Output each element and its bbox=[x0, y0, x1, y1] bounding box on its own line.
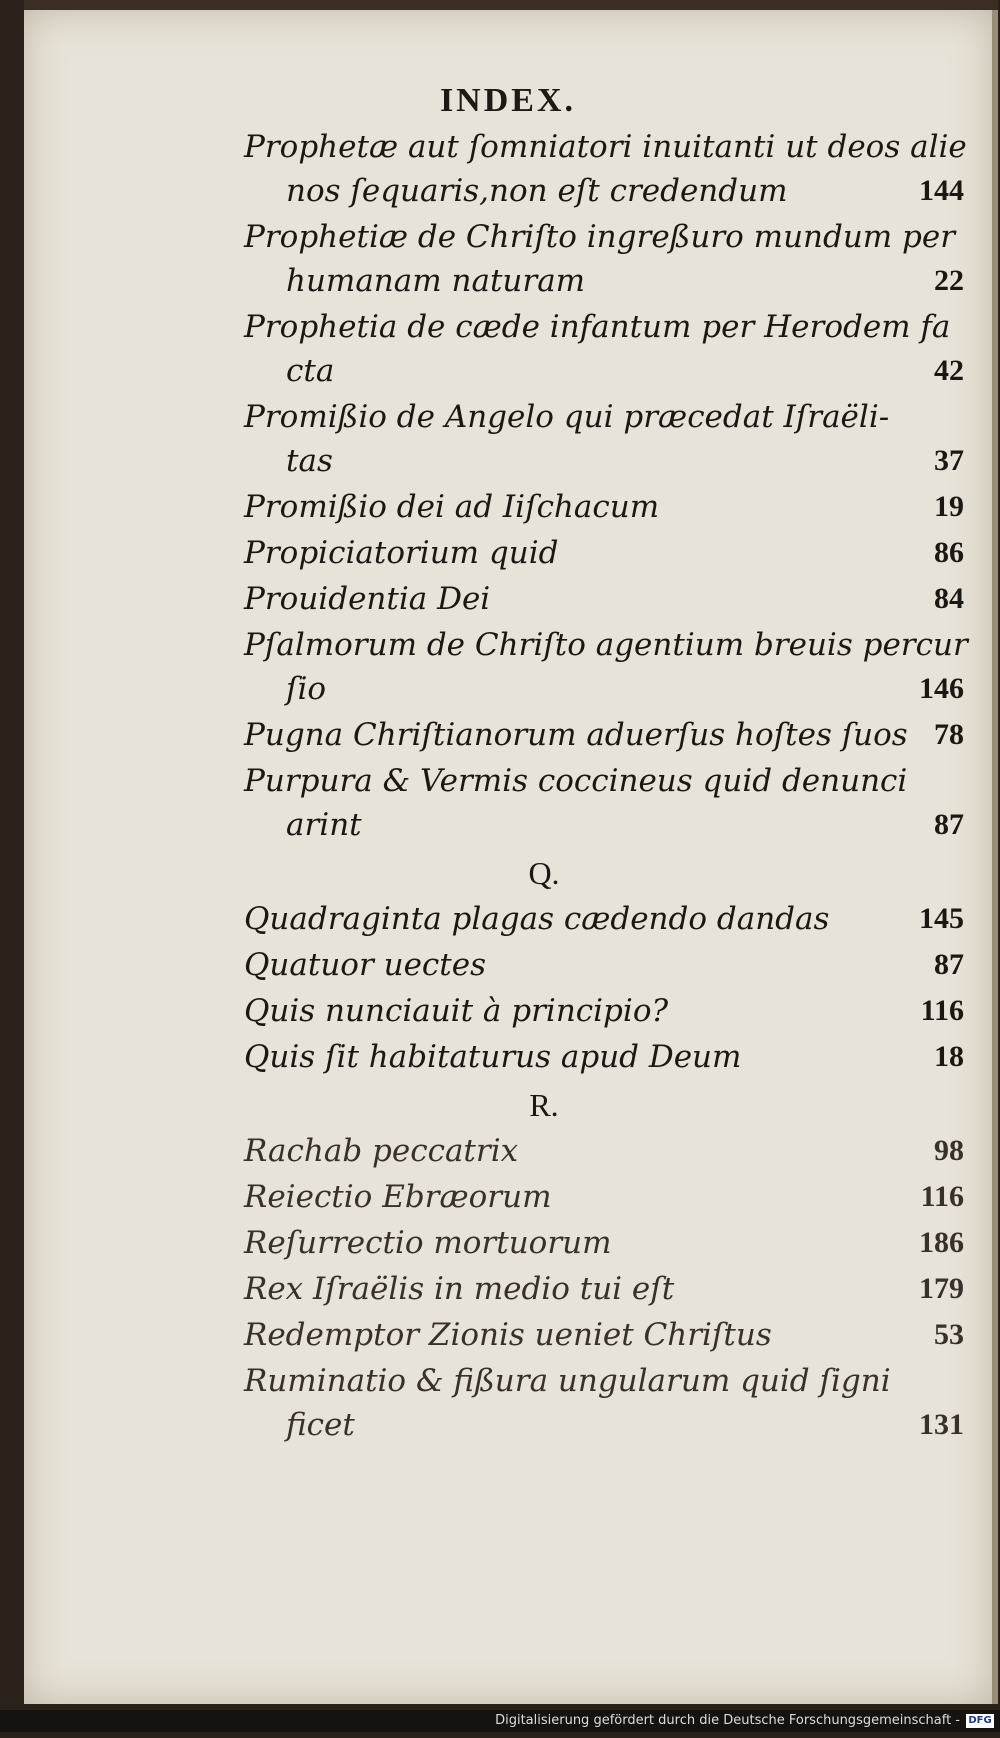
entry-page-number: 78 bbox=[934, 718, 964, 751]
index-entry bbox=[244, 1035, 964, 1079]
section-letter-q: Q. bbox=[528, 855, 560, 891]
entry-text-continued: nos ſequaris,non eſt credendum bbox=[286, 173, 788, 209]
index-entry bbox=[244, 395, 964, 483]
entry-page-number: 42 bbox=[934, 354, 964, 387]
index-entry bbox=[244, 1359, 964, 1447]
entry-page-number: 186 bbox=[919, 1226, 964, 1259]
book-page bbox=[24, 10, 998, 1704]
index-list bbox=[244, 125, 968, 1449]
entry-page-number: 37 bbox=[934, 444, 964, 477]
index-entry bbox=[244, 1175, 964, 1219]
entry-page-number: 145 bbox=[919, 902, 964, 935]
entry-text: Quatuor uectes bbox=[244, 947, 487, 983]
index-entry bbox=[244, 531, 964, 575]
entry-text-continued: ſio bbox=[286, 671, 327, 707]
entry-page-number: 116 bbox=[920, 1180, 964, 1213]
index-entry bbox=[244, 989, 964, 1033]
entry-page-number: 144 bbox=[919, 174, 964, 207]
index-entry bbox=[244, 1129, 964, 1173]
entry-text: Propiciatorium quid bbox=[244, 535, 559, 571]
entry-text: Quis nunciauit à principio? bbox=[244, 993, 669, 1029]
entry-text-continued: humanam naturam bbox=[286, 263, 586, 299]
entry-text: Ruminatio & fißura ungularum quid ſigni bbox=[244, 1363, 891, 1399]
index-entry bbox=[244, 623, 968, 711]
index-entry bbox=[244, 897, 964, 941]
entry-text: Redemptor Zionis ueniet Chriſtus bbox=[244, 1317, 772, 1353]
entry-text: Quadraginta plagas cædendo dandas bbox=[244, 901, 830, 937]
entry-text: Prophetia de cæde infantum per Herodem fa bbox=[244, 309, 951, 345]
entry-text: Prophetiæ de Chriſto ingreßuro mundum per bbox=[244, 219, 956, 255]
index-entry bbox=[244, 1221, 964, 1265]
index-entry bbox=[244, 1267, 964, 1311]
entry-page-number: 98 bbox=[934, 1134, 964, 1167]
page-header: INDEX. bbox=[439, 82, 577, 119]
entry-text: Promißio dei ad Iiſchacum bbox=[244, 489, 660, 525]
entry-page-number: 22 bbox=[934, 264, 964, 297]
index-entry bbox=[244, 125, 967, 213]
index-entry bbox=[244, 577, 964, 621]
entry-text: Prouidentia Dei bbox=[244, 581, 491, 617]
entry-page-number: 84 bbox=[934, 582, 964, 615]
index-entry bbox=[244, 943, 964, 987]
entry-page-number: 87 bbox=[934, 808, 964, 841]
entry-text: Prophetæ aut ſomniatori inuitanti ut deos alie bbox=[244, 129, 967, 165]
section-letter-r: R. bbox=[529, 1087, 559, 1123]
entry-text: Promißio de Angelo qui præcedat Iſraëli- bbox=[244, 399, 890, 435]
entry-page-number: 116 bbox=[920, 994, 964, 1027]
entry-text-continued: tas bbox=[286, 443, 333, 479]
entry-text: Pſalmorum de Chriſto agentium breuis percur bbox=[244, 627, 968, 663]
section-r-list bbox=[244, 1129, 964, 1447]
index-entry bbox=[244, 713, 964, 757]
entry-text-continued: ficet bbox=[286, 1407, 355, 1443]
entry-text-continued: cta bbox=[286, 353, 335, 389]
entry-text-continued: arint bbox=[286, 807, 362, 843]
entry-page-number: 146 bbox=[919, 672, 964, 705]
entry-text: Reiectio Ebræorum bbox=[244, 1179, 552, 1215]
entry-text: Quis ſit habitaturus apud Deum bbox=[244, 1039, 742, 1075]
index-entry bbox=[244, 1313, 964, 1357]
entry-text: Purpura & Vermis coccineus quid denunci bbox=[244, 763, 908, 799]
entry-text: Rex Iſraëlis in medio tui eſt bbox=[244, 1271, 675, 1307]
entry-page-number: 19 bbox=[934, 490, 964, 523]
entry-text: Rachab peccatrix bbox=[244, 1133, 519, 1169]
index-entry bbox=[244, 485, 964, 529]
entry-page-number: 18 bbox=[934, 1040, 964, 1073]
entry-text: Reſurrectio mortuorum bbox=[244, 1225, 612, 1261]
index-entry bbox=[244, 215, 964, 303]
entry-page-number: 86 bbox=[934, 536, 964, 569]
index-entry bbox=[244, 305, 964, 393]
entry-text: Pugna Chriſtianorum aduerſus hoſtes ſuos bbox=[244, 717, 908, 753]
entry-page-number: 131 bbox=[919, 1408, 964, 1441]
entry-page-number: 87 bbox=[934, 948, 964, 981]
entry-page-number: 179 bbox=[919, 1272, 964, 1305]
digitization-credit: Digitalisierung gefördert durch die Deutsche Forschungsgemeinschaft - bbox=[0, 1710, 1000, 1732]
entry-page-number: 53 bbox=[934, 1318, 964, 1351]
dfg-logo: DFG bbox=[966, 1714, 994, 1728]
index-entry bbox=[244, 759, 964, 847]
